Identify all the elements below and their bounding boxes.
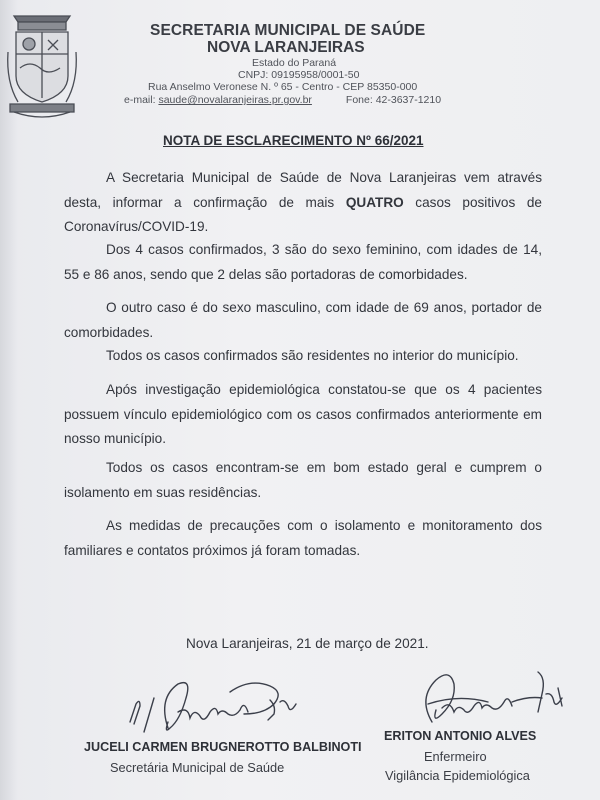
header-title: SECRETARIA MUNICIPAL DE SAÚDE	[150, 22, 426, 39]
paragraph-7	[64, 514, 542, 563]
header-address: Rua Anselmo Veronese N. º 65 - Centro - CEP 85350-000	[148, 81, 418, 93]
signer-2-name: ERITON ANTONIO ALVES	[384, 729, 537, 743]
email-label: e-mail:	[124, 94, 159, 106]
signer-2-department: Vigilância Epidemiológica	[385, 768, 530, 783]
paragraph-5	[64, 378, 542, 452]
signer-1-role: Secretária Municipal de Saúde	[110, 760, 285, 775]
paragraph-1-text-b: casos positivos de Coronavírus/COVID-19.	[64, 194, 542, 234]
paragraph-4-text: Todos os casos confirmados são residentes no interior do município.	[106, 348, 519, 363]
header-cnpj: CNPJ: 09195958/0001-50	[238, 69, 360, 81]
phone-number: Fone: 42-3637-1210	[345, 94, 442, 106]
paragraph-1-text-a: A Secretaria Municipal de Saúde de Nova Laranjeiras vem através desta, informar a confirmação de mais	[64, 170, 542, 210]
paragraph-3	[64, 296, 542, 345]
municipal-crest-icon	[4, 12, 80, 124]
paragraph-4	[64, 344, 542, 369]
paragraph-6	[64, 456, 542, 505]
signer-1-name: JUCELI CARMEN BRUGNEROTTO BALBINOTI	[84, 740, 362, 754]
signer-2-role: Enfermeiro	[424, 749, 487, 764]
paragraph-3-text: O outro caso é do sexo masculino, com idade de 69 anos, portador de comorbidades.	[64, 300, 542, 340]
signature-1-icon	[120, 672, 310, 742]
header-subtitle: NOVA LARANJEIRAS	[207, 39, 365, 56]
header-contact	[124, 94, 441, 106]
paragraph-2-text: Dos 4 casos confirmados, 3 são do sexo feminino, com idades de 14, 55 e 86 anos, sendo que 2 delas são portadoras de comorbidades.	[64, 242, 542, 282]
note-title: NOTA DE ESCLARECIMENTO Nº 66/2021	[163, 133, 424, 148]
paragraph-2	[64, 238, 542, 287]
header-state: Estado do Paraná	[252, 57, 337, 69]
document-date: Nova Laranjeiras, 21 de março de 2021.	[186, 636, 429, 651]
email-link[interactable]: saude@novalaranjeiras.pr.gov.br	[158, 94, 312, 106]
signature-2-icon	[408, 664, 578, 732]
paragraph-1-bold: QUATRO	[345, 194, 404, 210]
paragraph-5-text: Após investigação epidemiológica constatou-se que os 4 pacientes possuem vínculo epidemiológico com os casos confirmados anteriormente em nosso município.	[64, 382, 542, 446]
paragraph-7-text: As medidas de precauções com o isolamento e monitoramento dos familiares e contatos próximos já foram tomadas.	[64, 518, 542, 558]
paragraph-6-text: Todos os casos encontram-se em bom estado geral e cumprem o isolamento em suas residências.	[64, 460, 542, 500]
paragraph-1	[64, 166, 542, 240]
